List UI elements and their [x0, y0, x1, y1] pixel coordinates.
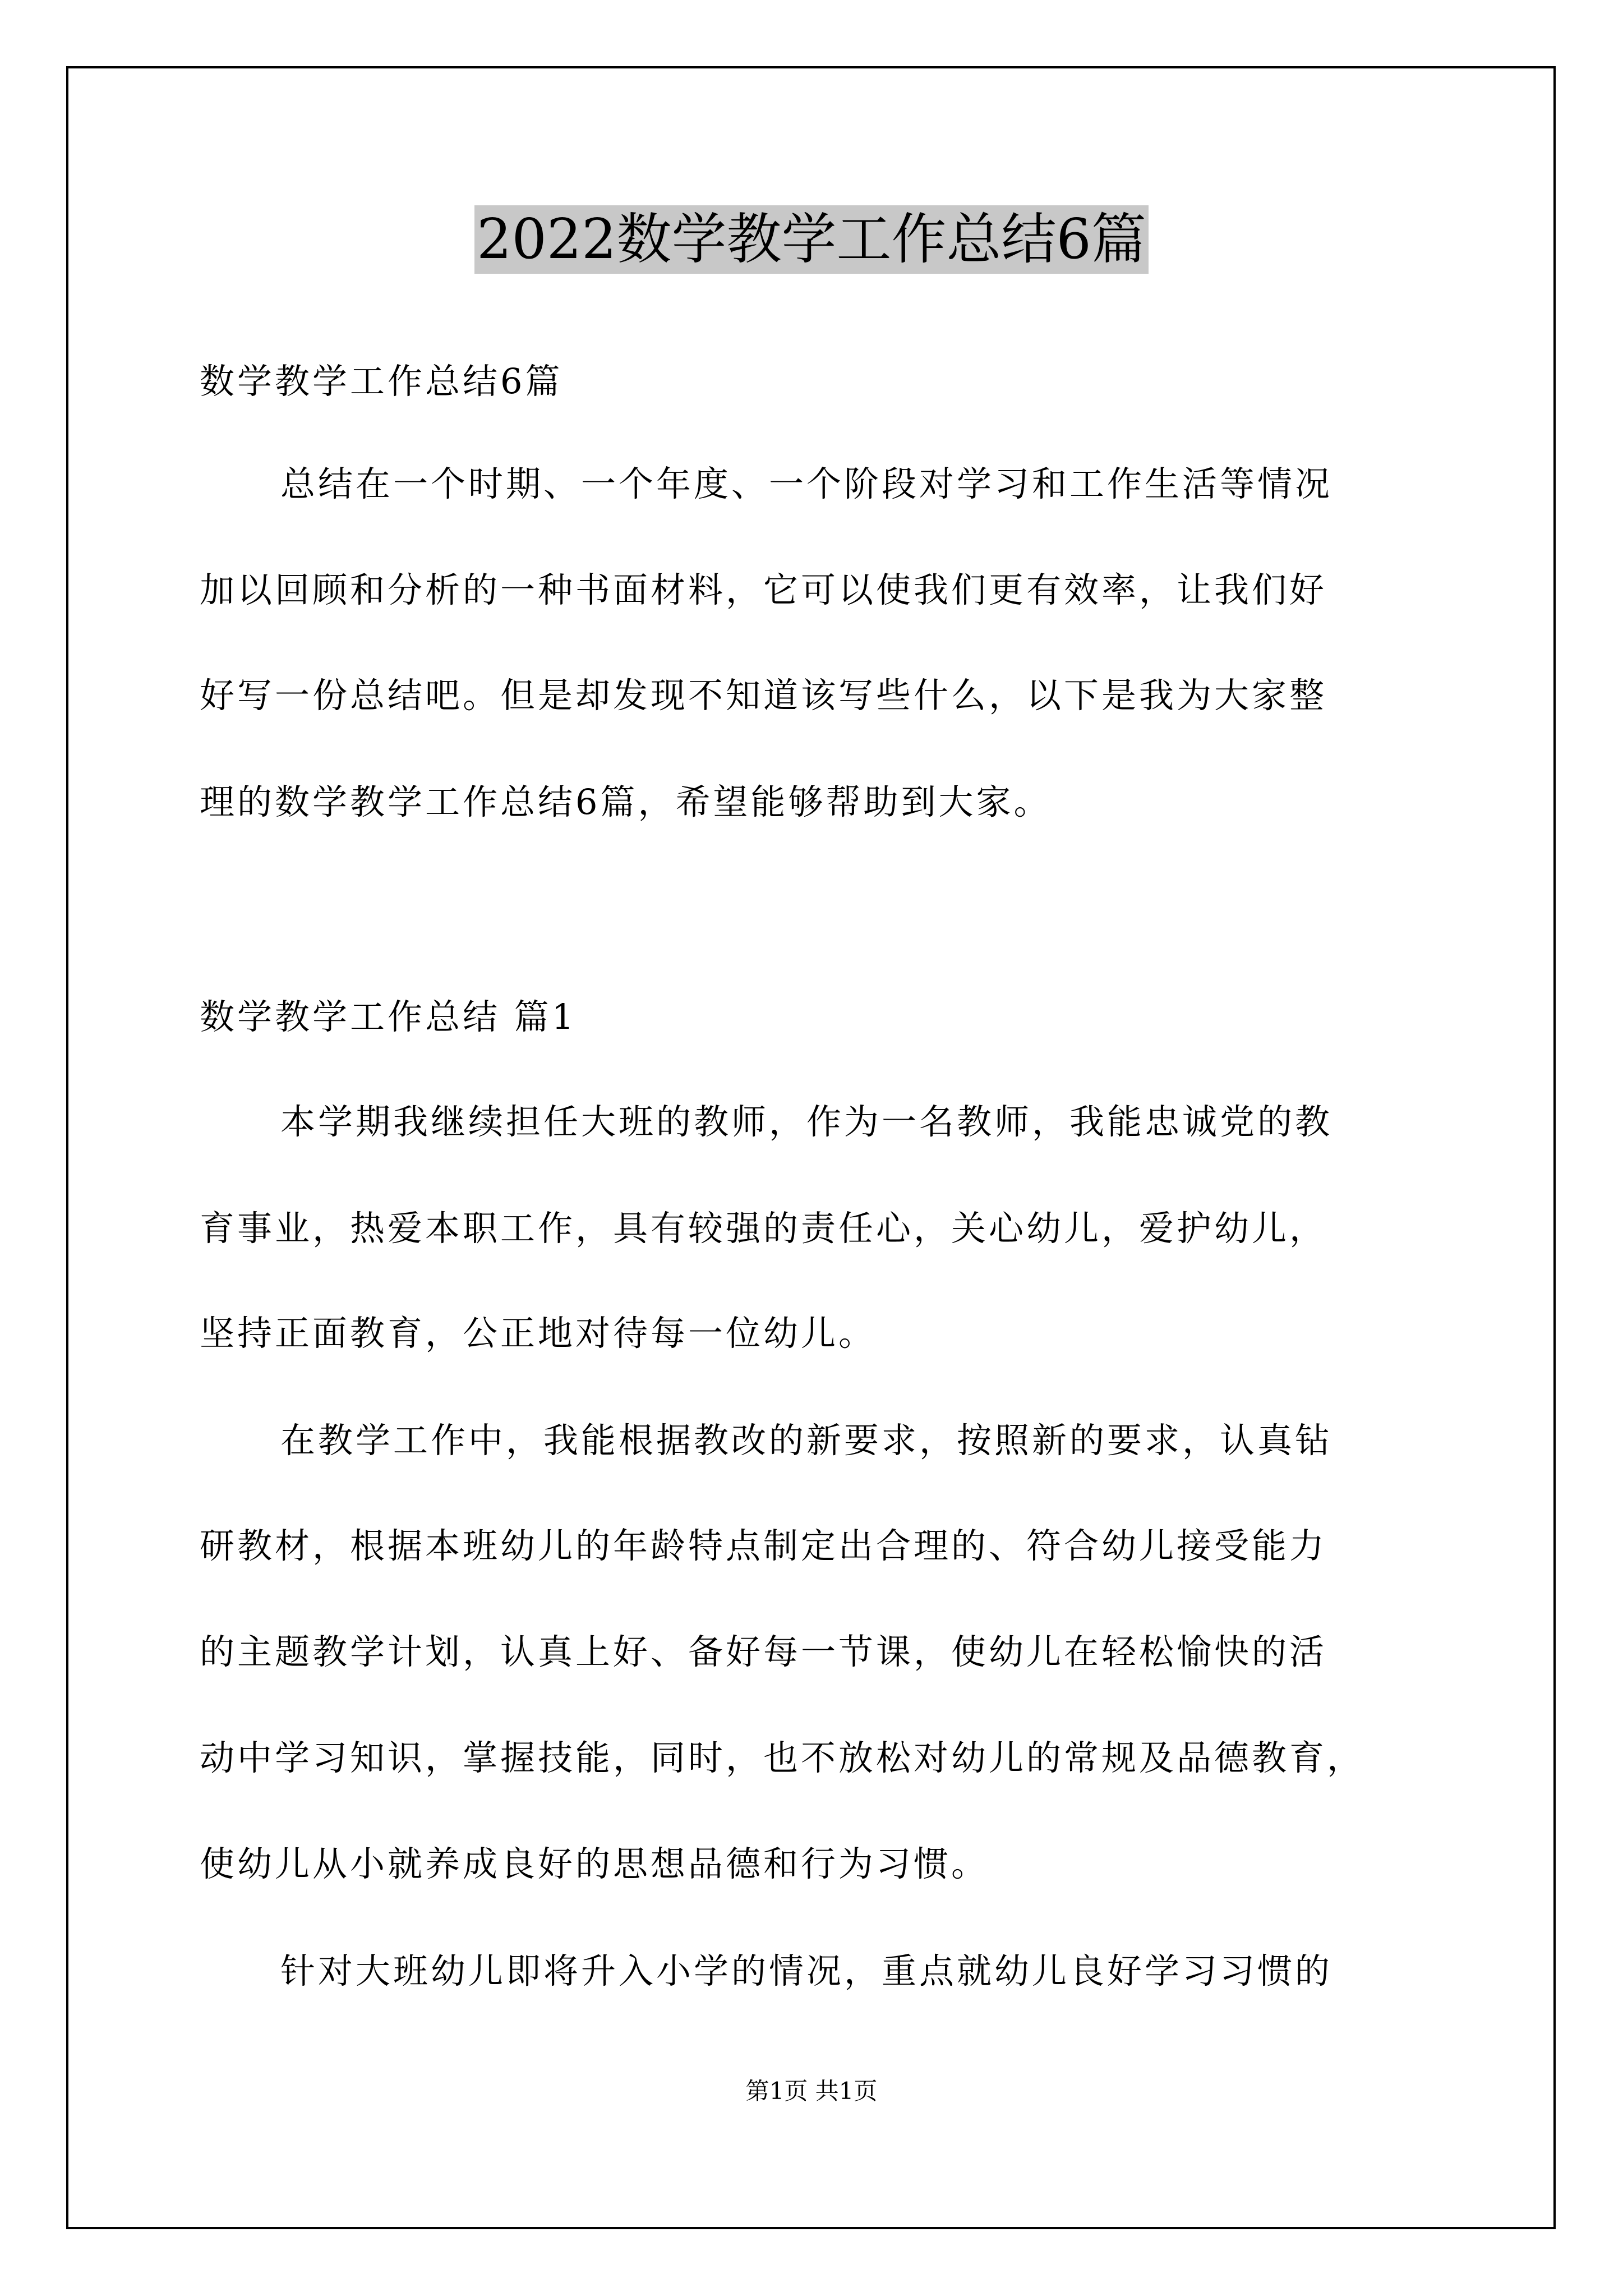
- intro-line: 总结在一个时期、一个年度、一个阶段对学习和工作生活等情况: [280, 463, 1333, 504]
- paragraph-line: 育事业，热爱本职工作，具有较强的责任心，关心幼儿，爱护幼儿，: [200, 1208, 1327, 1249]
- document-title-text: 2022数学教学工作总结6篇: [474, 205, 1149, 274]
- paragraph-line: 坚持正面教育，公正地对待每一位幼儿。: [200, 1313, 877, 1354]
- intro-line: 理的数学教学工作总结6篇，希望能够帮助到大家。: [200, 781, 1052, 822]
- paragraph-line: 动中学习知识，掌握技能，同时，也不放松对幼儿的常规及品德教育，: [200, 1737, 1365, 1778]
- paragraph-line: 本学期我继续担任大班的教师，作为一名教师，我能忠诚党的教: [280, 1101, 1333, 1142]
- paragraph-line: 针对大班幼儿即将升入小学的情况，重点就幼儿良好学习习惯的: [280, 1950, 1333, 1991]
- page-footer: 第1页 共1页: [745, 2077, 878, 2105]
- subtitle: 数学教学工作总结6篇: [200, 361, 563, 402]
- paragraph-line: 使幼儿从小就养成良好的思想品德和行为习惯。: [200, 1843, 989, 1884]
- paragraph-line: 在教学工作中，我能根据教改的新要求，按照新的要求，认真钻: [280, 1420, 1333, 1461]
- paragraph-line: 的主题教学计划，认真上好、备好每一节课，使幼儿在轻松愉快的活: [200, 1631, 1327, 1672]
- intro-line: 加以回顾和分析的一种书面材料，它可以使我们更有效率，让我们好: [200, 569, 1327, 610]
- section-heading: 数学教学工作总结 篇1: [200, 996, 577, 1037]
- intro-line: 好写一份总结吧。但是却发现不知道该写些什么，以下是我为大家整: [200, 675, 1327, 716]
- paragraph-line: 研教材，根据本班幼儿的年龄特点制定出合理的、符合幼儿接受能力: [200, 1525, 1327, 1566]
- document-title: [0, 203, 1623, 276]
